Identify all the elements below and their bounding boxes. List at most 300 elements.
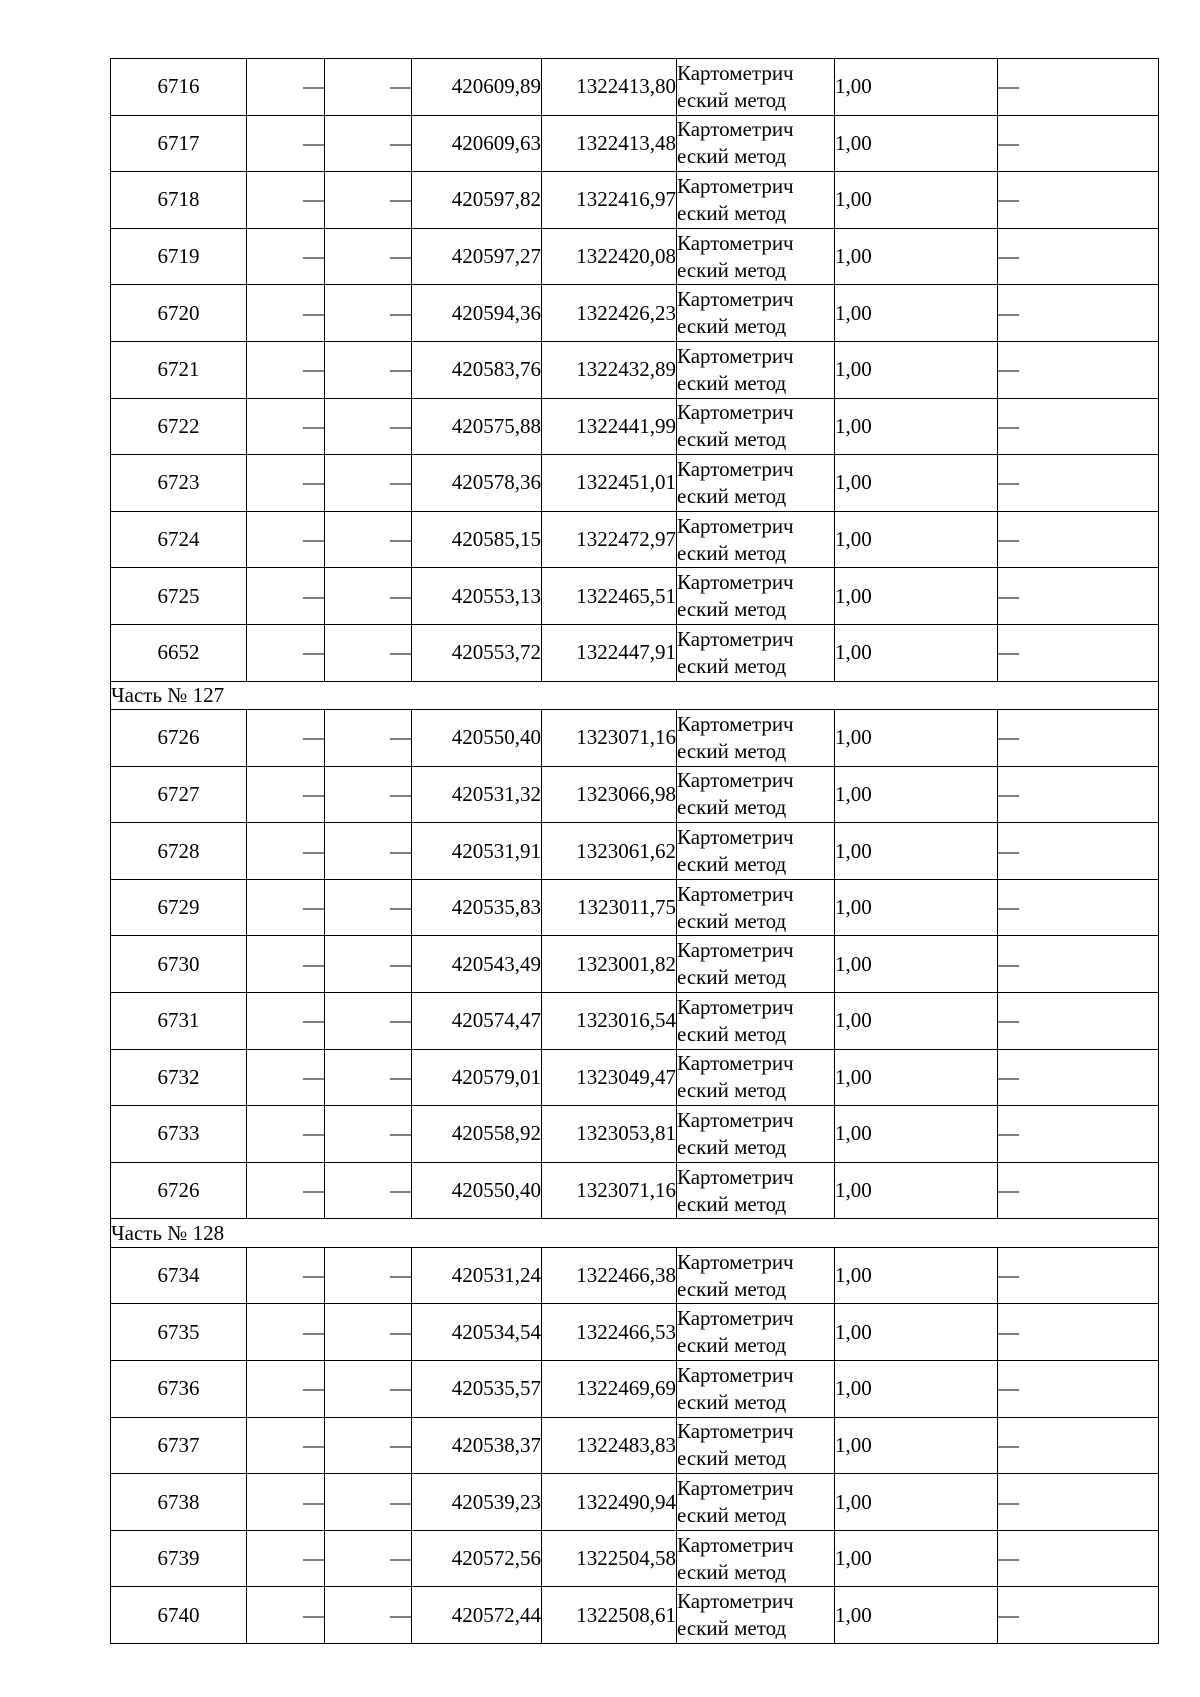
point-number-cell: 6652 xyxy=(111,624,247,681)
point-number-cell: 6729 xyxy=(111,879,247,936)
table-row xyxy=(111,879,1159,936)
method-text-line: еский метод xyxy=(677,1191,787,1216)
accuracy-cell: 1,00 xyxy=(835,936,998,993)
y-coordinate-cell: 1323061,62 xyxy=(542,823,677,880)
method-text-line: еский метод xyxy=(677,1559,787,1584)
method-text-line: Картометрич xyxy=(677,570,794,595)
point-number-cell: 6728 xyxy=(111,823,247,880)
empty-value-cell: — xyxy=(247,1049,325,1106)
empty-value-cell: — xyxy=(325,115,412,172)
point-number-cell: 6727 xyxy=(111,766,247,823)
point-number-cell: 6738 xyxy=(111,1474,247,1531)
note-cell: — xyxy=(998,228,1159,285)
note-cell: — xyxy=(998,115,1159,172)
accuracy-cell: 1,00 xyxy=(835,1162,998,1219)
empty-value-cell: — xyxy=(247,823,325,880)
section-header-row xyxy=(111,1219,1159,1248)
accuracy-cell: 1,00 xyxy=(835,115,998,172)
empty-value-cell: — xyxy=(247,1304,325,1361)
x-coordinate-cell: 420531,91 xyxy=(412,823,542,880)
table-row xyxy=(111,568,1159,625)
method-text-line: Картометрич xyxy=(677,1419,794,1444)
x-coordinate-cell: 420558,92 xyxy=(412,1106,542,1163)
note-cell: — xyxy=(998,341,1159,398)
y-coordinate-cell: 1322508,61 xyxy=(542,1587,677,1644)
empty-value-cell: — xyxy=(325,1474,412,1531)
accuracy-cell: 1,00 xyxy=(835,172,998,229)
method-cell xyxy=(677,285,835,342)
empty-value-cell: — xyxy=(247,766,325,823)
empty-value-cell: — xyxy=(325,172,412,229)
point-number-cell: 6719 xyxy=(111,228,247,285)
empty-value-cell: — xyxy=(247,115,325,172)
y-coordinate-cell: 1323016,54 xyxy=(542,993,677,1050)
point-number-cell: 6730 xyxy=(111,936,247,993)
empty-value-cell: — xyxy=(247,624,325,681)
empty-value-cell: — xyxy=(325,511,412,568)
method-text-line: Картометрич xyxy=(677,825,794,850)
table-body xyxy=(111,59,1159,1644)
method-cell xyxy=(677,1474,835,1531)
method-cell xyxy=(677,341,835,398)
accuracy-cell: 1,00 xyxy=(835,1049,998,1106)
method-cell xyxy=(677,398,835,455)
note-cell: — xyxy=(998,455,1159,512)
accuracy-cell: 1,00 xyxy=(835,879,998,936)
method-text-line: еский метод xyxy=(677,1276,787,1301)
accuracy-cell: 1,00 xyxy=(835,710,998,767)
y-coordinate-cell: 1322420,08 xyxy=(542,228,677,285)
accuracy-cell: 1,00 xyxy=(835,228,998,285)
x-coordinate-cell: 420583,76 xyxy=(412,341,542,398)
empty-value-cell: — xyxy=(325,710,412,767)
point-number-cell: 6722 xyxy=(111,398,247,455)
x-coordinate-cell: 420531,24 xyxy=(412,1247,542,1304)
point-number-cell: 6717 xyxy=(111,115,247,172)
empty-value-cell: — xyxy=(247,993,325,1050)
point-number-cell: 6734 xyxy=(111,1247,247,1304)
empty-value-cell: — xyxy=(247,172,325,229)
method-text-line: еский метод xyxy=(677,1021,787,1046)
method-text-line: Картометрич xyxy=(677,343,794,368)
method-cell xyxy=(677,1304,835,1361)
method-text-line: Картометрич xyxy=(677,400,794,425)
y-coordinate-cell: 1322413,80 xyxy=(542,59,677,116)
note-cell: — xyxy=(998,285,1159,342)
note-cell: — xyxy=(998,1162,1159,1219)
point-number-cell: 6739 xyxy=(111,1530,247,1587)
empty-value-cell: — xyxy=(247,1361,325,1418)
note-cell: — xyxy=(998,624,1159,681)
empty-value-cell: — xyxy=(325,1049,412,1106)
method-cell xyxy=(677,59,835,116)
method-text-line: еский метод xyxy=(677,597,787,622)
method-text-line: Картометрич xyxy=(677,1306,794,1331)
method-text-line: еский метод xyxy=(677,1134,787,1159)
method-cell xyxy=(677,1247,835,1304)
empty-value-cell: — xyxy=(247,936,325,993)
method-text-line: еский метод xyxy=(677,1333,787,1358)
empty-value-cell: — xyxy=(247,1106,325,1163)
note-cell: — xyxy=(998,936,1159,993)
accuracy-cell: 1,00 xyxy=(835,511,998,568)
empty-value-cell: — xyxy=(247,879,325,936)
x-coordinate-cell: 420550,40 xyxy=(412,710,542,767)
empty-value-cell: — xyxy=(247,1474,325,1531)
note-cell: — xyxy=(998,1474,1159,1531)
accuracy-cell: 1,00 xyxy=(835,341,998,398)
empty-value-cell: — xyxy=(325,568,412,625)
note-cell: — xyxy=(998,879,1159,936)
method-text-line: еский метод xyxy=(677,852,787,877)
accuracy-cell: 1,00 xyxy=(835,823,998,880)
note-cell: — xyxy=(998,59,1159,116)
table-row xyxy=(111,1361,1159,1418)
point-number-cell: 6731 xyxy=(111,993,247,1050)
note-cell: — xyxy=(998,1304,1159,1361)
method-text-line: еский метод xyxy=(677,314,787,339)
empty-value-cell: — xyxy=(325,1247,412,1304)
x-coordinate-cell: 420535,83 xyxy=(412,879,542,936)
note-cell: — xyxy=(998,1247,1159,1304)
accuracy-cell: 1,00 xyxy=(835,1361,998,1418)
method-cell xyxy=(677,624,835,681)
note-cell: — xyxy=(998,823,1159,880)
table-row xyxy=(111,115,1159,172)
method-text-line: еский метод xyxy=(677,908,787,933)
method-text-line: Картометрич xyxy=(677,287,794,312)
x-coordinate-cell: 420531,32 xyxy=(412,766,542,823)
empty-value-cell: — xyxy=(247,710,325,767)
table-row xyxy=(111,1247,1159,1304)
x-coordinate-cell: 420575,88 xyxy=(412,398,542,455)
method-text-line: еский метод xyxy=(677,1616,787,1641)
method-text-line: Картометрич xyxy=(677,711,794,736)
y-coordinate-cell: 1323011,75 xyxy=(542,879,677,936)
empty-value-cell: — xyxy=(325,59,412,116)
empty-value-cell: — xyxy=(325,823,412,880)
method-cell xyxy=(677,1361,835,1418)
point-number-cell: 6737 xyxy=(111,1417,247,1474)
x-coordinate-cell: 420578,36 xyxy=(412,455,542,512)
empty-value-cell: — xyxy=(325,1162,412,1219)
note-cell: — xyxy=(998,398,1159,455)
empty-value-cell: — xyxy=(325,1361,412,1418)
table-row xyxy=(111,1304,1159,1361)
x-coordinate-cell: 420535,57 xyxy=(412,1361,542,1418)
method-text-line: еский метод xyxy=(677,653,787,678)
method-text-line: Картометрич xyxy=(677,1107,794,1132)
method-text-line: Картометрич xyxy=(677,173,794,198)
x-coordinate-cell: 420609,89 xyxy=(412,59,542,116)
note-cell: — xyxy=(998,1417,1159,1474)
empty-value-cell: — xyxy=(247,455,325,512)
empty-value-cell: — xyxy=(247,341,325,398)
y-coordinate-cell: 1322426,23 xyxy=(542,285,677,342)
empty-value-cell: — xyxy=(325,624,412,681)
table-row xyxy=(111,341,1159,398)
method-cell xyxy=(677,993,835,1050)
table-row xyxy=(111,228,1159,285)
x-coordinate-cell: 420543,49 xyxy=(412,936,542,993)
y-coordinate-cell: 1322432,89 xyxy=(542,341,677,398)
empty-value-cell: — xyxy=(325,285,412,342)
table-row xyxy=(111,1106,1159,1163)
x-coordinate-cell: 420609,63 xyxy=(412,115,542,172)
y-coordinate-cell: 1322469,69 xyxy=(542,1361,677,1418)
accuracy-cell: 1,00 xyxy=(835,993,998,1050)
method-text-line: Картометрич xyxy=(677,1051,794,1076)
y-coordinate-cell: 1322466,53 xyxy=(542,1304,677,1361)
note-cell: — xyxy=(998,993,1159,1050)
empty-value-cell: — xyxy=(325,228,412,285)
y-coordinate-cell: 1322465,51 xyxy=(542,568,677,625)
empty-value-cell: — xyxy=(325,341,412,398)
note-cell: — xyxy=(998,710,1159,767)
empty-value-cell: — xyxy=(247,568,325,625)
method-text-line: еский метод xyxy=(677,483,787,508)
x-coordinate-cell: 420539,23 xyxy=(412,1474,542,1531)
method-cell xyxy=(677,115,835,172)
table-row xyxy=(111,1474,1159,1531)
x-coordinate-cell: 420538,37 xyxy=(412,1417,542,1474)
accuracy-cell: 1,00 xyxy=(835,455,998,512)
point-number-cell: 6723 xyxy=(111,455,247,512)
point-number-cell: 6732 xyxy=(111,1049,247,1106)
accuracy-cell: 1,00 xyxy=(835,1247,998,1304)
method-cell xyxy=(677,766,835,823)
y-coordinate-cell: 1323066,98 xyxy=(542,766,677,823)
point-number-cell: 6718 xyxy=(111,172,247,229)
empty-value-cell: — xyxy=(325,455,412,512)
empty-value-cell: — xyxy=(325,1530,412,1587)
x-coordinate-cell: 420550,40 xyxy=(412,1162,542,1219)
point-number-cell: 6724 xyxy=(111,511,247,568)
accuracy-cell: 1,00 xyxy=(835,398,998,455)
method-text-line: Картометрич xyxy=(677,117,794,142)
empty-value-cell: — xyxy=(325,879,412,936)
point-number-cell: 6726 xyxy=(111,1162,247,1219)
table-row xyxy=(111,1162,1159,1219)
table-row xyxy=(111,455,1159,512)
note-cell: — xyxy=(998,1106,1159,1163)
empty-value-cell: — xyxy=(247,1587,325,1644)
method-text-line: Картометрич xyxy=(677,60,794,85)
note-cell: — xyxy=(998,1530,1159,1587)
empty-value-cell: — xyxy=(325,398,412,455)
method-text-line: еский метод xyxy=(677,965,787,990)
accuracy-cell: 1,00 xyxy=(835,1106,998,1163)
accuracy-cell: 1,00 xyxy=(835,1304,998,1361)
method-text-line: Картометрич xyxy=(677,768,794,793)
point-number-cell: 6736 xyxy=(111,1361,247,1418)
table-row xyxy=(111,1587,1159,1644)
method-text-line: еский метод xyxy=(677,1446,787,1471)
method-text-line: Картометрич xyxy=(677,513,794,538)
x-coordinate-cell: 420579,01 xyxy=(412,1049,542,1106)
method-text-line: Картометрич xyxy=(677,938,794,963)
method-text-line: еский метод xyxy=(677,540,787,565)
method-cell xyxy=(677,823,835,880)
empty-value-cell: — xyxy=(247,1247,325,1304)
x-coordinate-cell: 420572,56 xyxy=(412,1530,542,1587)
section-header: Часть № 127 xyxy=(111,681,1159,710)
y-coordinate-cell: 1323001,82 xyxy=(542,936,677,993)
method-text-line: Картометрич xyxy=(677,881,794,906)
method-cell xyxy=(677,1587,835,1644)
table-row xyxy=(111,624,1159,681)
method-text-line: Картометрич xyxy=(677,230,794,255)
table-row xyxy=(111,511,1159,568)
method-cell xyxy=(677,1106,835,1163)
method-text-line: еский метод xyxy=(677,1078,787,1103)
method-text-line: еский метод xyxy=(677,427,787,452)
empty-value-cell: — xyxy=(325,1304,412,1361)
method-text-line: Картометрич xyxy=(677,994,794,1019)
point-number-cell: 6733 xyxy=(111,1106,247,1163)
method-text-line: еский метод xyxy=(677,370,787,395)
table-row xyxy=(111,1530,1159,1587)
table-row xyxy=(111,59,1159,116)
accuracy-cell: 1,00 xyxy=(835,1474,998,1531)
y-coordinate-cell: 1322472,97 xyxy=(542,511,677,568)
method-text-line: Картометрич xyxy=(677,1164,794,1189)
method-text-line: Картометрич xyxy=(677,1476,794,1501)
empty-value-cell: — xyxy=(325,1106,412,1163)
method-cell xyxy=(677,1049,835,1106)
x-coordinate-cell: 420597,27 xyxy=(412,228,542,285)
method-cell xyxy=(677,710,835,767)
point-number-cell: 6725 xyxy=(111,568,247,625)
table-row xyxy=(111,710,1159,767)
method-text-line: Картометрич xyxy=(677,1532,794,1557)
method-cell xyxy=(677,455,835,512)
empty-value-cell: — xyxy=(247,1530,325,1587)
accuracy-cell: 1,00 xyxy=(835,1587,998,1644)
method-cell xyxy=(677,1162,835,1219)
note-cell: — xyxy=(998,172,1159,229)
x-coordinate-cell: 420597,82 xyxy=(412,172,542,229)
x-coordinate-cell: 420553,72 xyxy=(412,624,542,681)
y-coordinate-cell: 1322483,83 xyxy=(542,1417,677,1474)
method-text-line: еский метод xyxy=(677,738,787,763)
x-coordinate-cell: 420585,15 xyxy=(412,511,542,568)
method-text-line: еский метод xyxy=(677,87,787,112)
y-coordinate-cell: 1322441,99 xyxy=(542,398,677,455)
method-text-line: еский метод xyxy=(677,1503,787,1528)
table-row xyxy=(111,1049,1159,1106)
method-text-line: еский метод xyxy=(677,144,787,169)
method-text-line: Картометрич xyxy=(677,456,794,481)
accuracy-cell: 1,00 xyxy=(835,59,998,116)
accuracy-cell: 1,00 xyxy=(835,1417,998,1474)
table-row xyxy=(111,993,1159,1050)
y-coordinate-cell: 1322451,01 xyxy=(542,455,677,512)
table-row xyxy=(111,172,1159,229)
accuracy-cell: 1,00 xyxy=(835,568,998,625)
x-coordinate-cell: 420534,54 xyxy=(412,1304,542,1361)
accuracy-cell: 1,00 xyxy=(835,285,998,342)
section-header: Часть № 128 xyxy=(111,1219,1159,1248)
note-cell: — xyxy=(998,568,1159,625)
point-number-cell: 6735 xyxy=(111,1304,247,1361)
method-text-line: еский метод xyxy=(677,257,787,282)
empty-value-cell: — xyxy=(247,228,325,285)
y-coordinate-cell: 1322447,91 xyxy=(542,624,677,681)
method-cell xyxy=(677,228,835,285)
method-cell xyxy=(677,879,835,936)
y-coordinate-cell: 1323071,16 xyxy=(542,1162,677,1219)
table-row xyxy=(111,398,1159,455)
table-row xyxy=(111,1417,1159,1474)
y-coordinate-cell: 1323049,47 xyxy=(542,1049,677,1106)
note-cell: — xyxy=(998,1049,1159,1106)
method-text-line: еский метод xyxy=(677,795,787,820)
x-coordinate-cell: 420572,44 xyxy=(412,1587,542,1644)
y-coordinate-cell: 1323071,16 xyxy=(542,710,677,767)
section-header-row xyxy=(111,681,1159,710)
empty-value-cell: — xyxy=(247,59,325,116)
x-coordinate-cell: 420594,36 xyxy=(412,285,542,342)
y-coordinate-cell: 1322490,94 xyxy=(542,1474,677,1531)
empty-value-cell: — xyxy=(247,511,325,568)
method-text-line: Картометрич xyxy=(677,626,794,651)
x-coordinate-cell: 420574,47 xyxy=(412,993,542,1050)
y-coordinate-cell: 1323053,81 xyxy=(542,1106,677,1163)
coordinates-table xyxy=(110,58,1159,1644)
empty-value-cell: — xyxy=(325,1587,412,1644)
table-row xyxy=(111,285,1159,342)
method-text-line: еский метод xyxy=(677,200,787,225)
point-number-cell: 6720 xyxy=(111,285,247,342)
empty-value-cell: — xyxy=(325,936,412,993)
method-cell xyxy=(677,936,835,993)
method-cell xyxy=(677,1417,835,1474)
y-coordinate-cell: 1322466,38 xyxy=(542,1247,677,1304)
point-number-cell: 6721 xyxy=(111,341,247,398)
empty-value-cell: — xyxy=(325,993,412,1050)
point-number-cell: 6740 xyxy=(111,1587,247,1644)
empty-value-cell: — xyxy=(247,1417,325,1474)
note-cell: — xyxy=(998,511,1159,568)
point-number-cell: 6716 xyxy=(111,59,247,116)
empty-value-cell: — xyxy=(325,766,412,823)
method-text-line: еский метод xyxy=(677,1389,787,1414)
accuracy-cell: 1,00 xyxy=(835,1530,998,1587)
empty-value-cell: — xyxy=(247,285,325,342)
y-coordinate-cell: 1322413,48 xyxy=(542,115,677,172)
method-cell xyxy=(677,568,835,625)
x-coordinate-cell: 420553,13 xyxy=(412,568,542,625)
method-cell xyxy=(677,172,835,229)
empty-value-cell: — xyxy=(325,1417,412,1474)
table-row xyxy=(111,936,1159,993)
note-cell: — xyxy=(998,1587,1159,1644)
method-cell xyxy=(677,1530,835,1587)
y-coordinate-cell: 1322504,58 xyxy=(542,1530,677,1587)
method-text-line: Картометрич xyxy=(677,1362,794,1387)
method-text-line: Картометрич xyxy=(677,1249,794,1274)
table-row xyxy=(111,766,1159,823)
point-number-cell: 6726 xyxy=(111,710,247,767)
accuracy-cell: 1,00 xyxy=(835,624,998,681)
note-cell: — xyxy=(998,1361,1159,1418)
note-cell: — xyxy=(998,766,1159,823)
y-coordinate-cell: 1322416,97 xyxy=(542,172,677,229)
method-cell xyxy=(677,511,835,568)
empty-value-cell: — xyxy=(247,1162,325,1219)
empty-value-cell: — xyxy=(247,398,325,455)
